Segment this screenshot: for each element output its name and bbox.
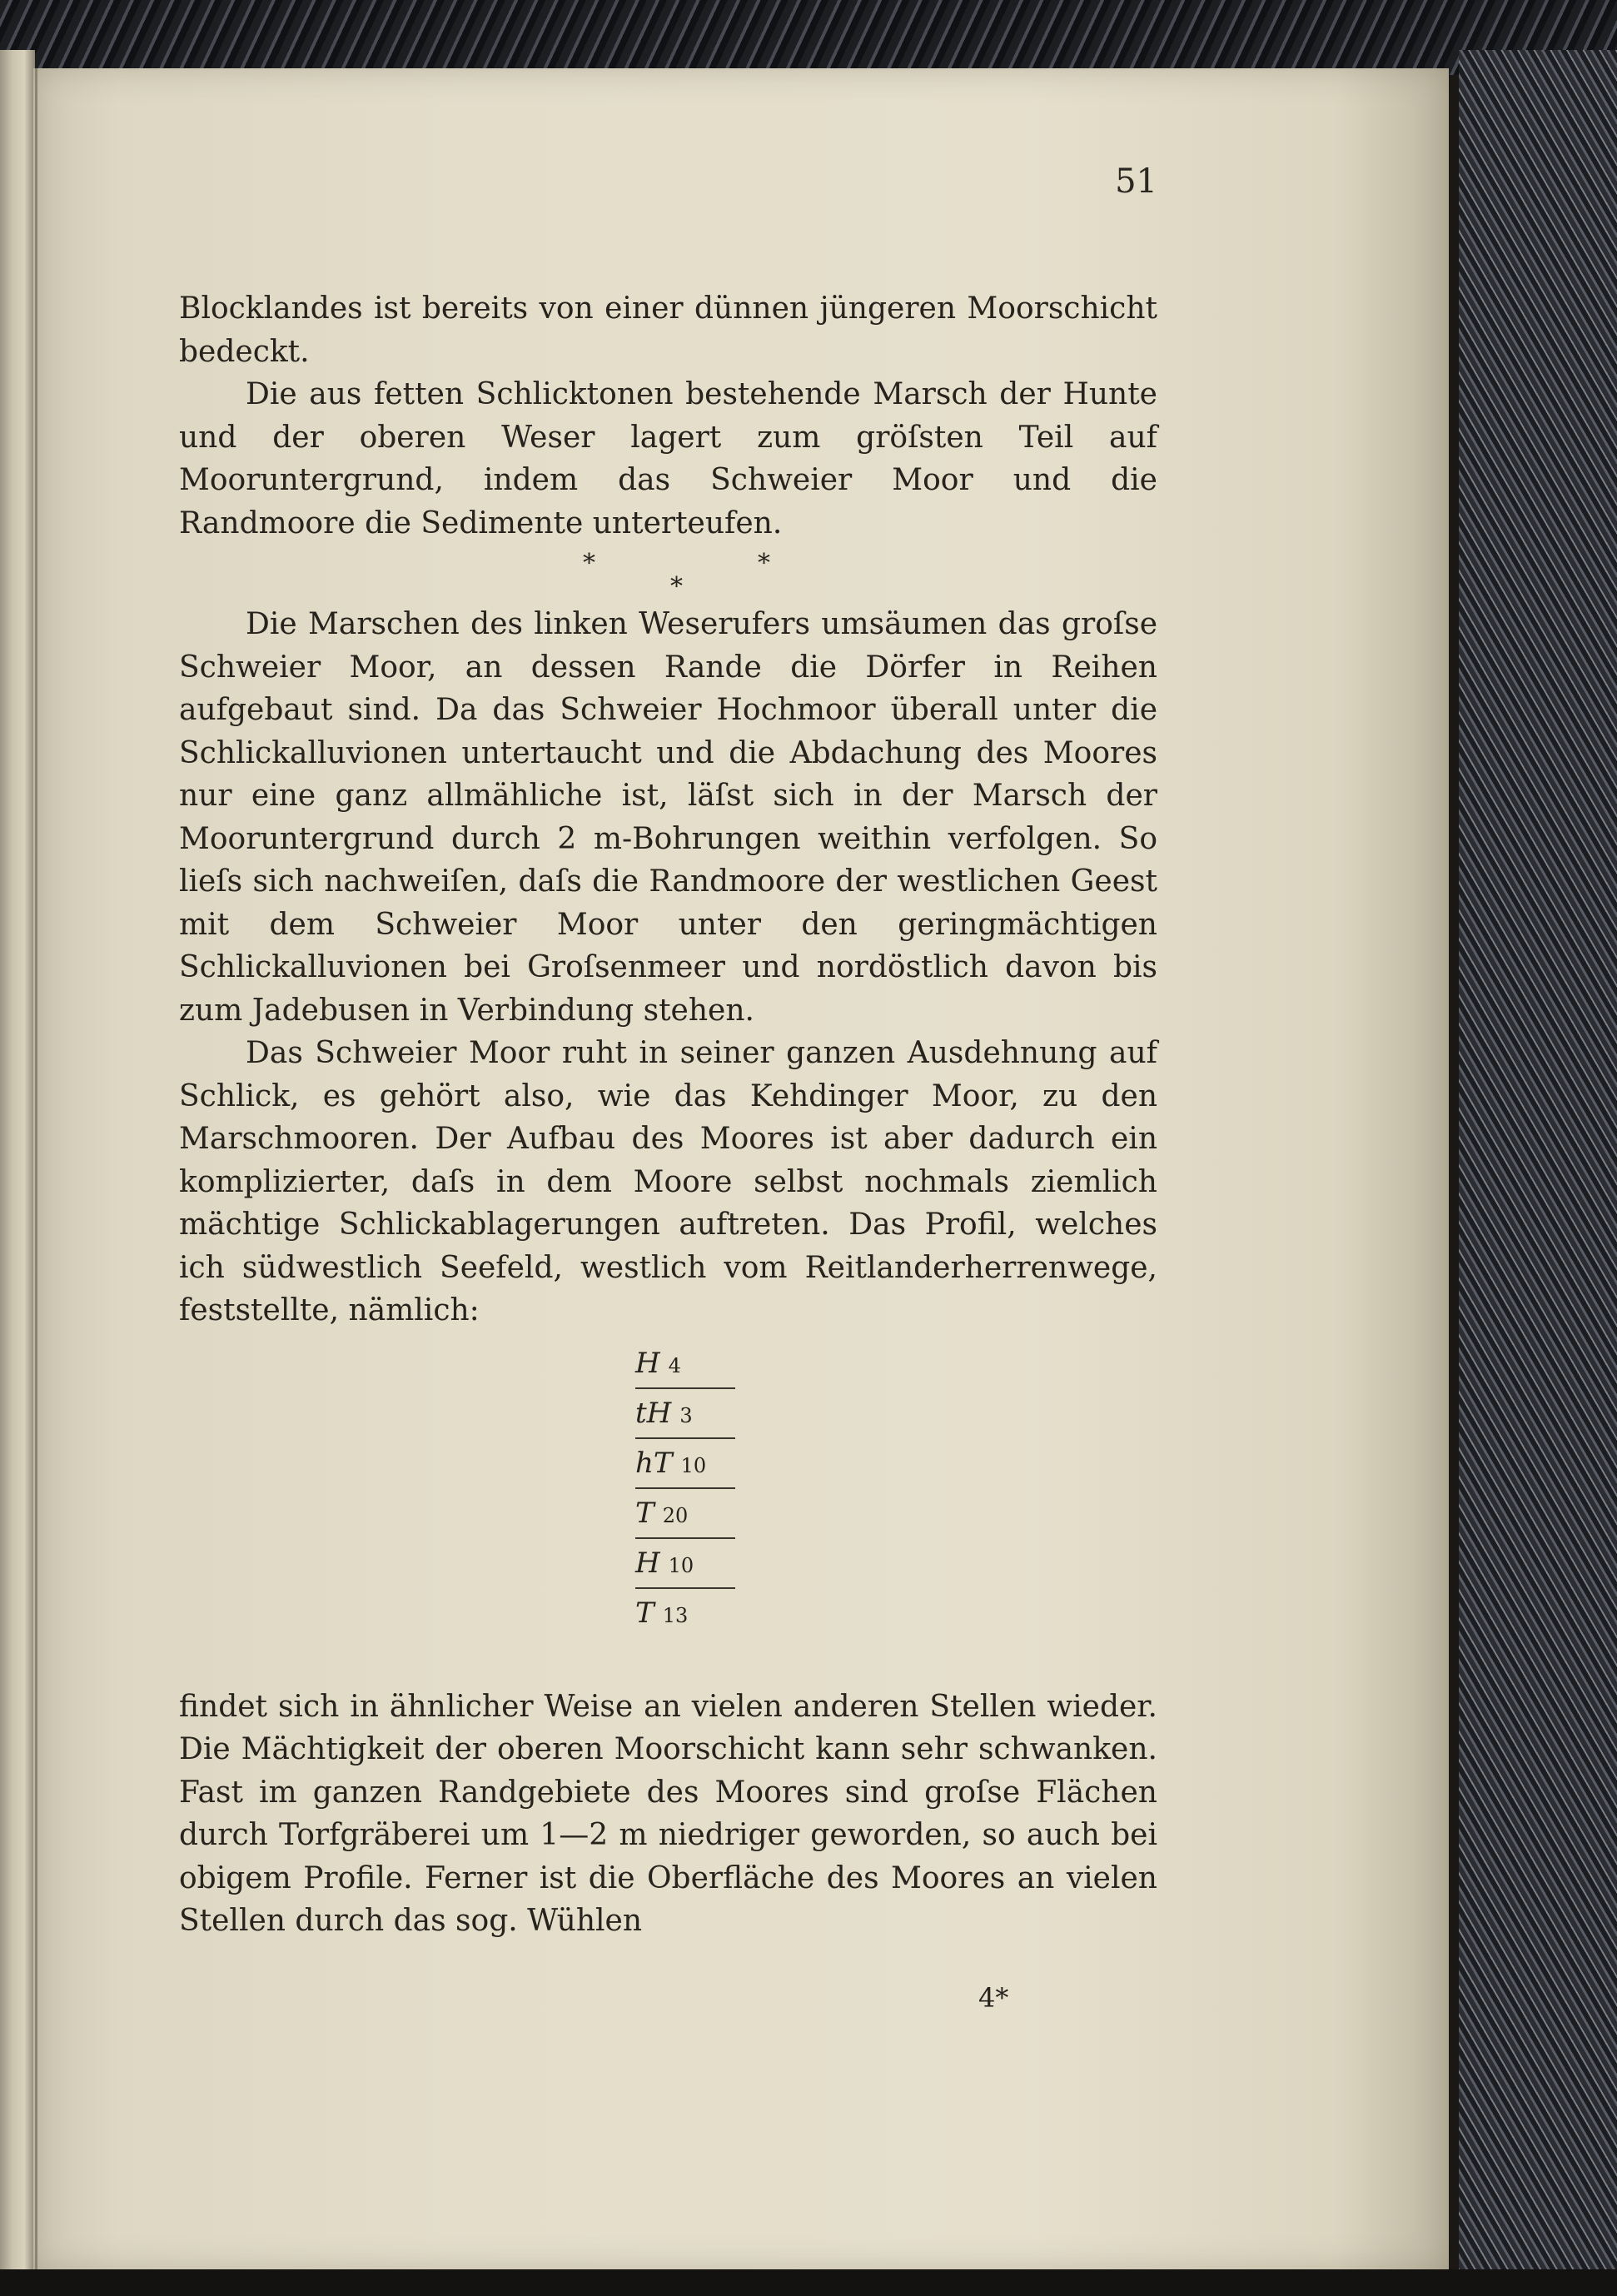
profile-layer (635, 1342, 735, 1391)
asterisk: * (670, 572, 683, 601)
profile-layer (635, 1592, 735, 1641)
profile-rule (635, 1437, 735, 1439)
layer-code: hT (635, 1446, 673, 1480)
layer-depth: 13 (662, 1603, 689, 1627)
layer-code: T (635, 1496, 654, 1530)
profile-layer (635, 1442, 735, 1491)
book-cover-top-edge (0, 0, 1617, 75)
asterisk: * (583, 549, 595, 578)
profile-layer (635, 1542, 735, 1591)
section-break-asterisks (179, 546, 1157, 601)
signature-mark: 4* (978, 1982, 1009, 2014)
book-bottom-edge (0, 2269, 1617, 2296)
page-number: 51 (1115, 162, 1157, 201)
layer-depth: 10 (680, 1453, 707, 1477)
layer-depth: 20 (662, 1503, 689, 1527)
marbled-cover-board (1459, 50, 1617, 2296)
layer-code: T (635, 1596, 654, 1630)
layer-depth: 3 (679, 1403, 693, 1427)
paragraph-5: findet sich in ähnlicher Weise an vielen anderen Stellen wieder. Die Mächtigkeit der oberen Moorschicht kann sehr schwanken. Fast im ganzen Randgebiete des Moores sind groſse Flächen durch Torfgräberei um 1—2 m niedriger geworden, so auch bei obigem Profile. Ferner ist die Oberfläche des Moores an vielen Stellen durch das sog. Wühlen (179, 1689, 1157, 1938)
paragraph-2: Die aus fetten Schlicktonen bestehende Marsch der Hunte und der oberen Weser lagert zum gröſsten Teil auf Mooruntergrund, indem das Schweier Moor und die Randmoore die Sedimente unterteufen. (179, 377, 1157, 540)
profile-layer (635, 1392, 735, 1441)
asterisk: * (758, 549, 770, 578)
gutter-line (35, 68, 37, 2271)
previous-page-edge (0, 50, 35, 2296)
paragraph-3: Die Marschen des linken Weserufers umsäumen das groſse Schweier Moor, an dessen Rande die Dörfer in Reihen aufgebaut sind. Da das Schweier Hochmoor überall unter die Schlickalluvionen untertaucht und die Abdachung des Moores nur eine ganz allmähliche ist, läſst sich in der Marsch der Mooruntergrund durch 2 m-Bohrungen weithin verfolgen. So lieſs sich nachweiſen, daſs die Randmoore der westlichen Geest mit dem Schweier Moor unter den geringmächtigen Schlickalluvionen bei Groſsenmeer und nordöstlich davon bis zum Jadebusen in Verbindung stehen. (179, 607, 1157, 1028)
layer-code: tH (635, 1396, 672, 1430)
soil-profile (179, 1342, 1157, 1686)
profile-rule (635, 1487, 735, 1489)
paragraph-4: Das Schweier Moor ruht in seiner ganzen Ausdehnung auf Schlick, es gehört also, wie das Kehdinger Moor, zu den Marschmooren. Der Aufbau des Moores ist aber dadurch ein komplizierter, daſs in dem Moore selbst nochmals ziemlich mächtige Schlickablagerungen auftreten. Das Profil, welches ich südwestlich Seefeld, westlich vom Reitlanderherrenwege, feststellte, nämlich: (179, 1036, 1157, 1327)
profile-rule (635, 1587, 735, 1589)
layer-depth: 4 (668, 1353, 681, 1377)
layer-code: H (635, 1546, 660, 1580)
layer-depth: 10 (668, 1553, 694, 1577)
profile-rule (635, 1387, 735, 1389)
profile-layer (635, 1492, 735, 1541)
layer-code: H (635, 1346, 660, 1380)
paragraph-1: Blocklandes ist bereits von einer dünnen jüngeren Moorschicht bedeckt. (179, 291, 1157, 369)
body-text (179, 287, 1157, 1943)
profile-rule (635, 1537, 735, 1539)
